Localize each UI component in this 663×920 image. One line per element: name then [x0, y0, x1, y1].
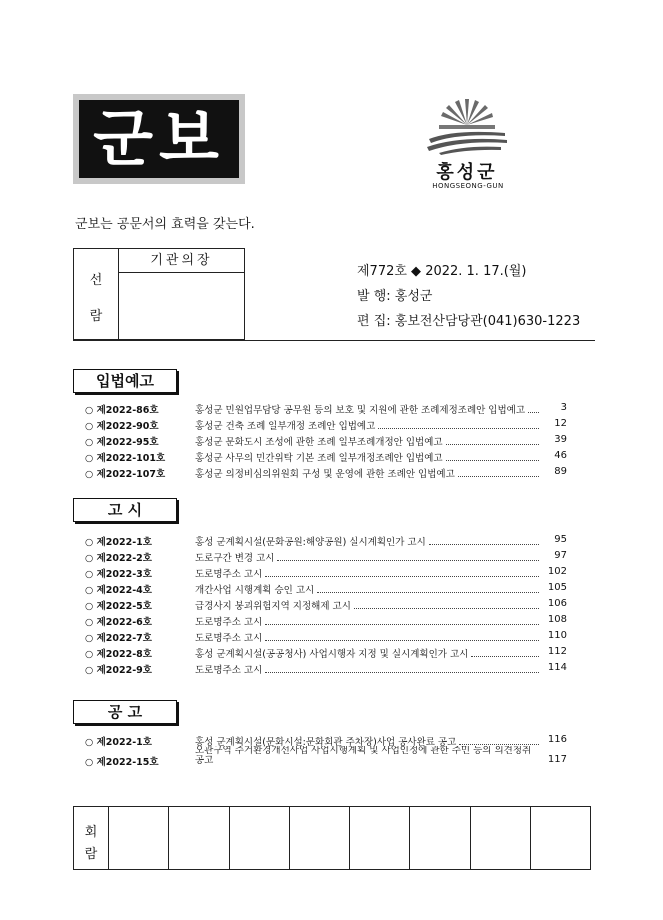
item-title: 홍성군 건축 조례 일부개정 조례안 입법예고: [195, 421, 376, 432]
approval-label-top: 회: [84, 825, 98, 840]
item-number: ○ 제2022-5호: [85, 601, 152, 612]
circulation-side-top: 선: [89, 273, 103, 288]
item-page: 12: [554, 418, 567, 429]
item-number: ○ 제2022-1호: [85, 537, 152, 548]
approval-label-bottom: 람: [84, 847, 98, 862]
item-page: 89: [554, 466, 567, 477]
item-number: ○ 제2022-8호: [85, 649, 152, 660]
item-title: 오관구역 주거환경개선사업 사업시행계획 및 사업인정에 관한 주민 등의 의견청취 공고: [195, 746, 532, 766]
leader-dots: [265, 666, 539, 673]
list-item: [85, 534, 567, 549]
leader-dots: [265, 570, 539, 577]
section-label: 공 고: [73, 700, 177, 724]
item-title: 홍성군 사무의 민간위탁 기본 조례 일부개정조례안 입법예고: [195, 453, 443, 464]
approval-label-cell: [74, 807, 108, 869]
item-page: 108: [547, 614, 567, 625]
item-number: ○ 제2022-107호: [85, 469, 166, 480]
item-title: 홍성 군계획시설(문화시설:문화회관 주차장)사업 공사완료 공고: [195, 737, 457, 748]
section-label: 고 시: [73, 498, 177, 522]
organization-name: 홍성군: [436, 162, 498, 183]
item-number: ○ 제2022-4호: [85, 585, 152, 596]
item-page: 112: [547, 646, 567, 657]
item-title: 홍성군 민원업무담당 공무원 등의 보호 및 지원에 관한 조례제정조례안 입법예고: [195, 405, 526, 416]
leader-dots: [528, 406, 539, 413]
item-title: 홍성 군계획시설(문화공원:해양공원) 실시계획인가 고시: [195, 537, 426, 548]
item-page: 106: [547, 598, 567, 609]
approval-box: [73, 806, 591, 870]
item-page: 46: [554, 450, 567, 461]
approval-signature-cell: [349, 807, 409, 869]
item-number: ○ 제2022-15호: [85, 757, 159, 768]
list-item: [85, 418, 567, 433]
item-number: ○ 제2022-90호: [85, 421, 159, 432]
item-page: 3: [560, 402, 567, 413]
section-label: 입법예고: [73, 369, 177, 393]
list-item: [85, 450, 567, 465]
list-item: [85, 598, 567, 613]
list-item: [85, 466, 567, 481]
item-page: 97: [554, 550, 567, 561]
issue-publisher: 발 행: 홍성군: [357, 289, 433, 304]
item-number: ○ 제2022-7호: [85, 633, 152, 644]
item-page: 39: [554, 434, 567, 445]
leader-dots: [265, 618, 539, 625]
list-item: [85, 630, 567, 645]
leader-dots: [354, 602, 539, 609]
approval-signature-cell: [409, 807, 469, 869]
circulation-box: [73, 248, 245, 340]
item-page: 102: [547, 566, 567, 577]
item-number: ○ 제2022-1호: [85, 737, 152, 748]
circulation-header: 기관의장: [119, 249, 244, 273]
item-number: ○ 제2022-3호: [85, 569, 152, 580]
item-page: 110: [547, 630, 567, 641]
approval-signature-cell: [289, 807, 349, 869]
list-item: [85, 550, 567, 565]
item-number: ○ 제2022-86호: [85, 405, 159, 416]
leader-dots: [446, 438, 539, 445]
item-title: 개간사업 시행계획 승인 고시: [195, 585, 315, 596]
hongseong-emblem-icon: [425, 95, 510, 155]
item-number: ○ 제2022-95호: [85, 437, 159, 448]
item-title: 도로명주소 고시: [195, 633, 263, 644]
item-number: ○ 제2022-9호: [85, 665, 152, 676]
approval-signature-cell: [168, 807, 228, 869]
item-number: ○ 제2022-101호: [85, 453, 166, 464]
issue-editor: 편 집: 홍보전산담당관(041)630-1223: [357, 314, 581, 329]
item-title: 홍성군 의정비심의위원회 구성 및 운영에 관한 조례안 입법예고: [195, 469, 455, 480]
approval-signature-cell: [470, 807, 530, 869]
approval-signature-cell: [229, 807, 289, 869]
list-item: [85, 614, 567, 629]
list-item: [85, 434, 567, 449]
item-number: ○ 제2022-6호: [85, 617, 152, 628]
item-title: 도로명주소 고시: [195, 665, 263, 676]
subtitle: 군보는 공문서의 효력을 갖는다.: [75, 217, 255, 232]
item-title: 도로명주소 고시: [195, 617, 263, 628]
item-title: 홍성군 문화도시 조성에 관한 조례 일부조례개정안 입법예고: [195, 437, 443, 448]
list-item: [85, 566, 567, 581]
approval-signature-cell: [108, 807, 168, 869]
leader-dots: [429, 538, 539, 545]
list-item: [85, 582, 567, 597]
organization-roman-name: HONGSEONG-GUN: [432, 182, 504, 190]
leader-dots: [265, 634, 539, 641]
leader-dots: [458, 470, 539, 477]
item-page: 116: [547, 734, 567, 745]
circulation-side-bottom: 람: [89, 309, 103, 324]
header-divider: [73, 340, 595, 341]
leader-dots: [277, 554, 539, 561]
leader-dots: [317, 586, 539, 593]
item-title: 홍성 군계획시설(공공청사) 사업시행자 지정 및 실시계획인가 고시: [195, 649, 469, 660]
item-page: 95: [554, 534, 567, 545]
item-page: 117: [547, 754, 567, 765]
leader-dots: [446, 454, 539, 461]
item-page: 114: [547, 662, 567, 673]
list-item: [85, 748, 567, 772]
list-item: [85, 662, 567, 677]
list-item: [85, 646, 567, 661]
item-title: 도로명주소 고시: [195, 569, 263, 580]
leader-dots: [459, 738, 539, 745]
masthead-title: 군보: [79, 100, 239, 178]
item-number: ○ 제2022-2호: [85, 553, 152, 564]
item-page: 105: [547, 582, 567, 593]
item-title: 도로구간 변경 고시: [195, 553, 275, 564]
item-title: 급경사지 붕괴위험지역 지정해제 고시: [195, 601, 351, 612]
leader-dots: [378, 422, 539, 429]
approval-signature-cell: [530, 807, 590, 869]
list-item: [85, 402, 567, 417]
circulation-side: [74, 249, 119, 339]
leader-dots: [471, 650, 539, 657]
masthead-box: [73, 94, 245, 184]
issue-number: 제772호 ◆ 2022. 1. 17.(월): [357, 264, 527, 279]
